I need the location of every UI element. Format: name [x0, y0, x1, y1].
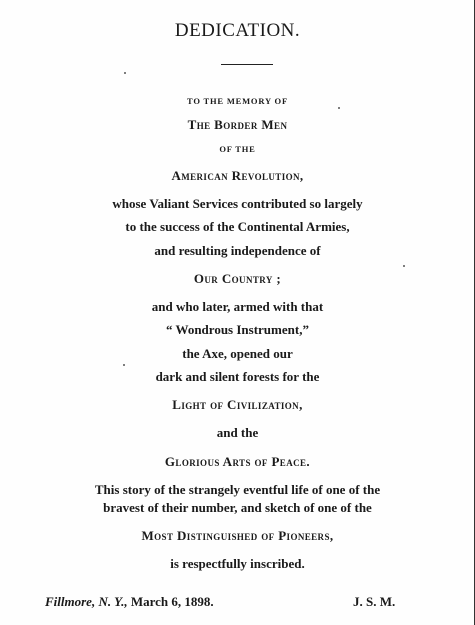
dedication-line-4: American Revolution, — [171, 168, 304, 183]
footer-date: March 6, 1898. — [130, 594, 214, 609]
dedication-line-10: “ Wondrous Instrument,” — [166, 322, 309, 337]
dedication-line-11: the Axe, opened our — [182, 346, 293, 361]
dedication-line-2: The Border Men — [187, 117, 288, 132]
scan-speck — [403, 265, 405, 267]
dedication-line-13: Light of Civilization, — [172, 397, 303, 412]
dedication-line-3: OF THE — [219, 144, 256, 154]
dedication-line-1: TO THE MEMORY OF — [187, 96, 288, 106]
footer-place-date — [45, 594, 214, 610]
dedication-line-14: and the — [216, 425, 259, 440]
footer-place: Fillmore, N. Y., — [45, 594, 128, 609]
title-rule — [221, 64, 273, 65]
dedication-line-18: Most Distinguished of Pioneers, — [141, 528, 334, 543]
dedication-line-16: This story of the strangely eventful life of one of the — [94, 482, 381, 497]
dedication-line-7: and resulting independence of — [154, 243, 321, 258]
dedication-line-6: to the success of the Continental Armies, — [125, 219, 350, 234]
dedication-line-15: Glorious Arts of Peace. — [164, 454, 311, 469]
dedication-line-9: and who later, armed with that — [151, 299, 324, 314]
dedication-line-5: whose Valiant Services contributed so largely — [112, 196, 363, 211]
scan-speck — [124, 72, 126, 74]
dedication-title: DEDICATION. — [174, 20, 301, 41]
footer-initials: J. S. M. — [353, 594, 396, 609]
dedication-line-8: Our Country ; — [193, 271, 282, 286]
scan-speck — [123, 364, 125, 366]
dedication-line-19: is respectfully inscribed. — [170, 556, 305, 571]
dedication-line-12: dark and silent forests for the — [155, 369, 320, 384]
dedication-line-17: bravest of their number, and sketch of one of the — [103, 500, 372, 515]
scan-speck — [338, 107, 340, 109]
